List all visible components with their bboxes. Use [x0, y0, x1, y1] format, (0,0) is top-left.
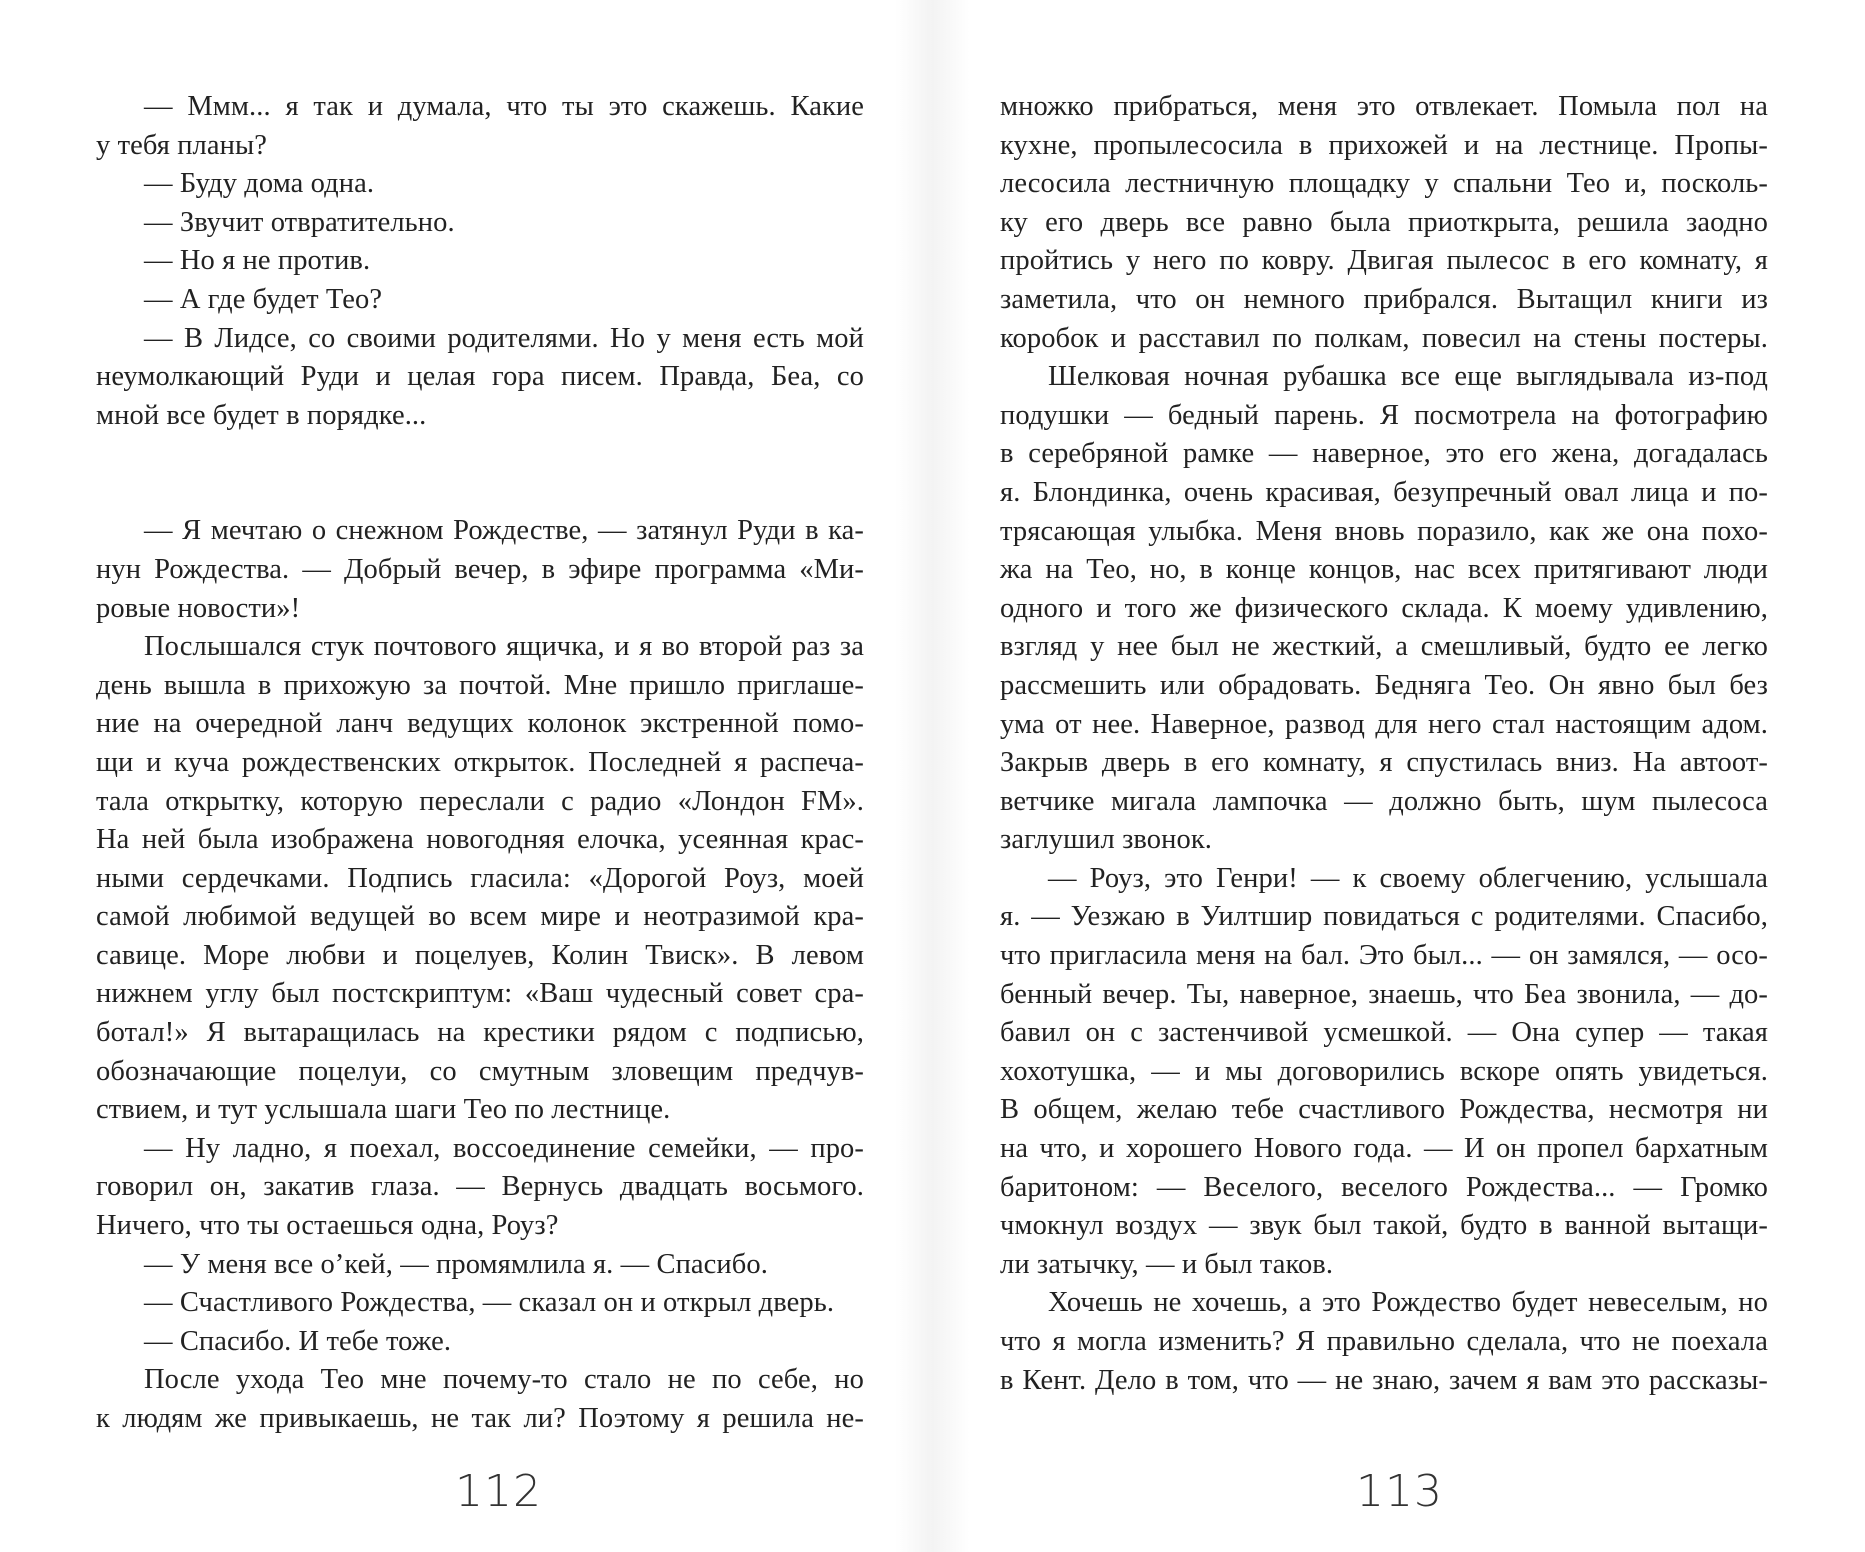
- text-line: на что, и хорошего Нового года. — И он пропел бархатным: [1000, 1133, 1768, 1165]
- text-line: — Звучит отвратительно.: [144, 206, 455, 238]
- text-line: самой любимой ведущей во всем мире и неотразимой кра-: [96, 901, 864, 933]
- text-line: — Спасибо. И тебе тоже.: [144, 1325, 452, 1357]
- page-number-right: 113: [1356, 1466, 1443, 1517]
- text-line: ствием, и тут услышала шаги Тео по лестнице.: [96, 1094, 671, 1126]
- text-line: подушки — бедный парень. Я посмотрела на фотографию: [1000, 399, 1768, 431]
- text-line: ума от нее. Наверное, развод для него стал настоящим адом.: [1000, 708, 1768, 740]
- text-line: ными сердечками. Подпись гласила: «Дорогой Роуз, моей: [96, 862, 864, 894]
- text-line: — Но я не против.: [144, 245, 371, 277]
- text-line: Закрыв дверь в его комнату, я спустилась вниз. На автоот-: [1000, 747, 1768, 779]
- text-line: множко прибраться, меня это отвлекает. Помыла пол на: [1000, 91, 1768, 122]
- text-line: хохотушка, — и мы договорились вскоре опять увидеться.: [1000, 1055, 1768, 1087]
- left-page: [96, 88, 864, 1439]
- text-line: щи и куча рождественских открыток. Последней я распеча-: [96, 746, 864, 778]
- text-line: На ней была изображена новогодняя елочка, усеянная крас-: [96, 824, 864, 856]
- text-line: лесосила лестничную площадку у спальни Тео и, посколь-: [1000, 168, 1768, 200]
- left-page-section-b: [96, 512, 864, 1438]
- text-line: нун Рождества. — Добрый вечер, в эфире программа «Ми-: [96, 553, 864, 585]
- text-line: ку его дверь все равно была приоткрыта, решила заодно: [1000, 206, 1768, 238]
- text-line: неумолкающий Руди и целая гора писем. Правда, Беа, со: [96, 361, 864, 393]
- text-line: баритоном: — Веселого, веселого Рождества... — Громко: [1000, 1171, 1768, 1203]
- text-line: заметила, что он немного прибрался. Вытащил книги из: [1000, 283, 1768, 315]
- text-line: Ничего, что ты остаешься одна, Роуз?: [96, 1210, 559, 1242]
- text-line: — Ммм... я так и думала, что ты это скажешь. Какие: [144, 91, 864, 122]
- text-line: Послышался стук почтового ящичка, и я во второй раз за: [144, 631, 864, 663]
- text-line: пройтись у него по ковру. Двигая пылесос в его комнату, я: [1000, 245, 1768, 277]
- text-line: кухне, пропылесосила в прихожей и на лестнице. Пропы-: [1000, 129, 1768, 161]
- text-line: — Буду дома одна.: [144, 168, 375, 200]
- text-line: что я могла изменить? Я правильно сделала, что не поехала: [1000, 1326, 1768, 1357]
- text-line: жа на Тео, но, в конце концов, нас всех притягивают люди: [1000, 554, 1768, 586]
- text-line: Шелковая ночная рубашка все еще выглядывала из-под: [1048, 361, 1768, 393]
- text-line: в серебряной рамке — наверное, это его жена, догадалась: [1000, 438, 1768, 470]
- text-line: ние на очередной ланч ведущих колонок экстренной помо-: [96, 708, 864, 740]
- text-line: В общем, желаю тебе счастливого Рождества, несмотря ни: [1000, 1094, 1768, 1126]
- text-line: я. Блондинка, очень красивая, безупречный овал лица и по-: [1000, 476, 1768, 508]
- text-line: савице. Море любви и поцелуев, Колин Твиск». В левом: [96, 939, 864, 971]
- text-line: ровые новости»!: [96, 592, 301, 624]
- text-line: день вышла в прихожую за почтой. Мне пришло приглаше-: [96, 669, 864, 701]
- text-line: обозначающие поцелуи, со смутным зловещим предчув-: [96, 1055, 864, 1087]
- text-line: — А где будет Тео?: [144, 283, 383, 315]
- text-line: в Кент. Дело в том, что — не знаю, зачем я вам это рассказы-: [1000, 1364, 1768, 1396]
- text-line: чмокнул воздух — звук был такой, будто в ванной вытащи-: [1000, 1210, 1768, 1242]
- text-line: рассмешить или обрадовать. Бедняга Тео. Он явно был без: [1000, 669, 1768, 701]
- text-line: бенный вечер. Ты, наверное, знаешь, что Беа звонила, — до-: [1000, 978, 1768, 1010]
- text-line: одного и того же физического склада. К моему удивлению,: [1000, 592, 1768, 624]
- right-page-text: [1000, 88, 1768, 1400]
- text-line: бавил он с застенчивой усмешкой. — Она супер — такая: [1000, 1017, 1768, 1049]
- section-break: [96, 435, 864, 512]
- text-line: — Счастливого Рождества, — сказал он и открыл дверь.: [144, 1287, 835, 1319]
- text-line: — Ну ладно, я поехал, воссоединение семейки, — про-: [144, 1132, 864, 1164]
- text-line: После ухода Тео мне почему-то стало не по себе, но: [144, 1364, 864, 1396]
- text-line: у тебя планы?: [96, 129, 267, 161]
- page-number-left: 112: [455, 1466, 542, 1517]
- text-line: тала открытку, которую переслали с радио «Лондон FM».: [96, 785, 864, 817]
- text-line: — У меня все о’кей, — промямлила я. — Спасибо.: [144, 1248, 768, 1280]
- text-line: ботал!» Я вытаращилась на крестики рядом с подписью,: [96, 1017, 864, 1049]
- text-line: к людям же привыкаешь, не так ли? Поэтому я решила не-: [96, 1403, 864, 1434]
- text-line: — В Лидсе, со своими родителями. Но у меня есть мой: [144, 322, 864, 354]
- right-page: [1000, 88, 1768, 1400]
- text-line: что пригласила меня на бал. Это был... — он замялся, — осо-: [1000, 940, 1768, 972]
- text-line: мной все будет в порядке...: [96, 399, 427, 431]
- text-line: — Роуз, это Генри! — к своему облегчению, услышала: [1048, 862, 1768, 894]
- text-line: взгляд у нее был не жесткий, а смешливый, будто ее легко: [1000, 631, 1768, 663]
- text-line: говорил он, закатив глаза. — Вернусь двадцать восьмого.: [96, 1171, 864, 1203]
- text-line: заглушил звонок.: [1000, 824, 1213, 856]
- text-line: коробок и расставил по полкам, повесил на стены постеры.: [1000, 322, 1768, 354]
- text-line: я. — Уезжаю в Уилтшир повидаться с родителями. Спасибо,: [1000, 901, 1768, 933]
- text-line: — Я мечтаю о снежном Рождестве, — затянул Руди в ка-: [144, 515, 864, 547]
- text-line: Хочешь не хочешь, а это Рождество будет невеселым, но: [1048, 1287, 1768, 1319]
- text-line: ветчике мигала лампочка — должно быть, шум пылесоса: [1000, 785, 1768, 817]
- text-line: трясающая улыбка. Меня вновь поразило, как же она похо-: [1000, 515, 1768, 547]
- text-line: ли затычку, — и был таков.: [1000, 1248, 1334, 1280]
- text-line: нижнем углу был постскриптум: «Ваш чудесный совет сра-: [96, 978, 864, 1010]
- left-page-section-a: [96, 88, 864, 435]
